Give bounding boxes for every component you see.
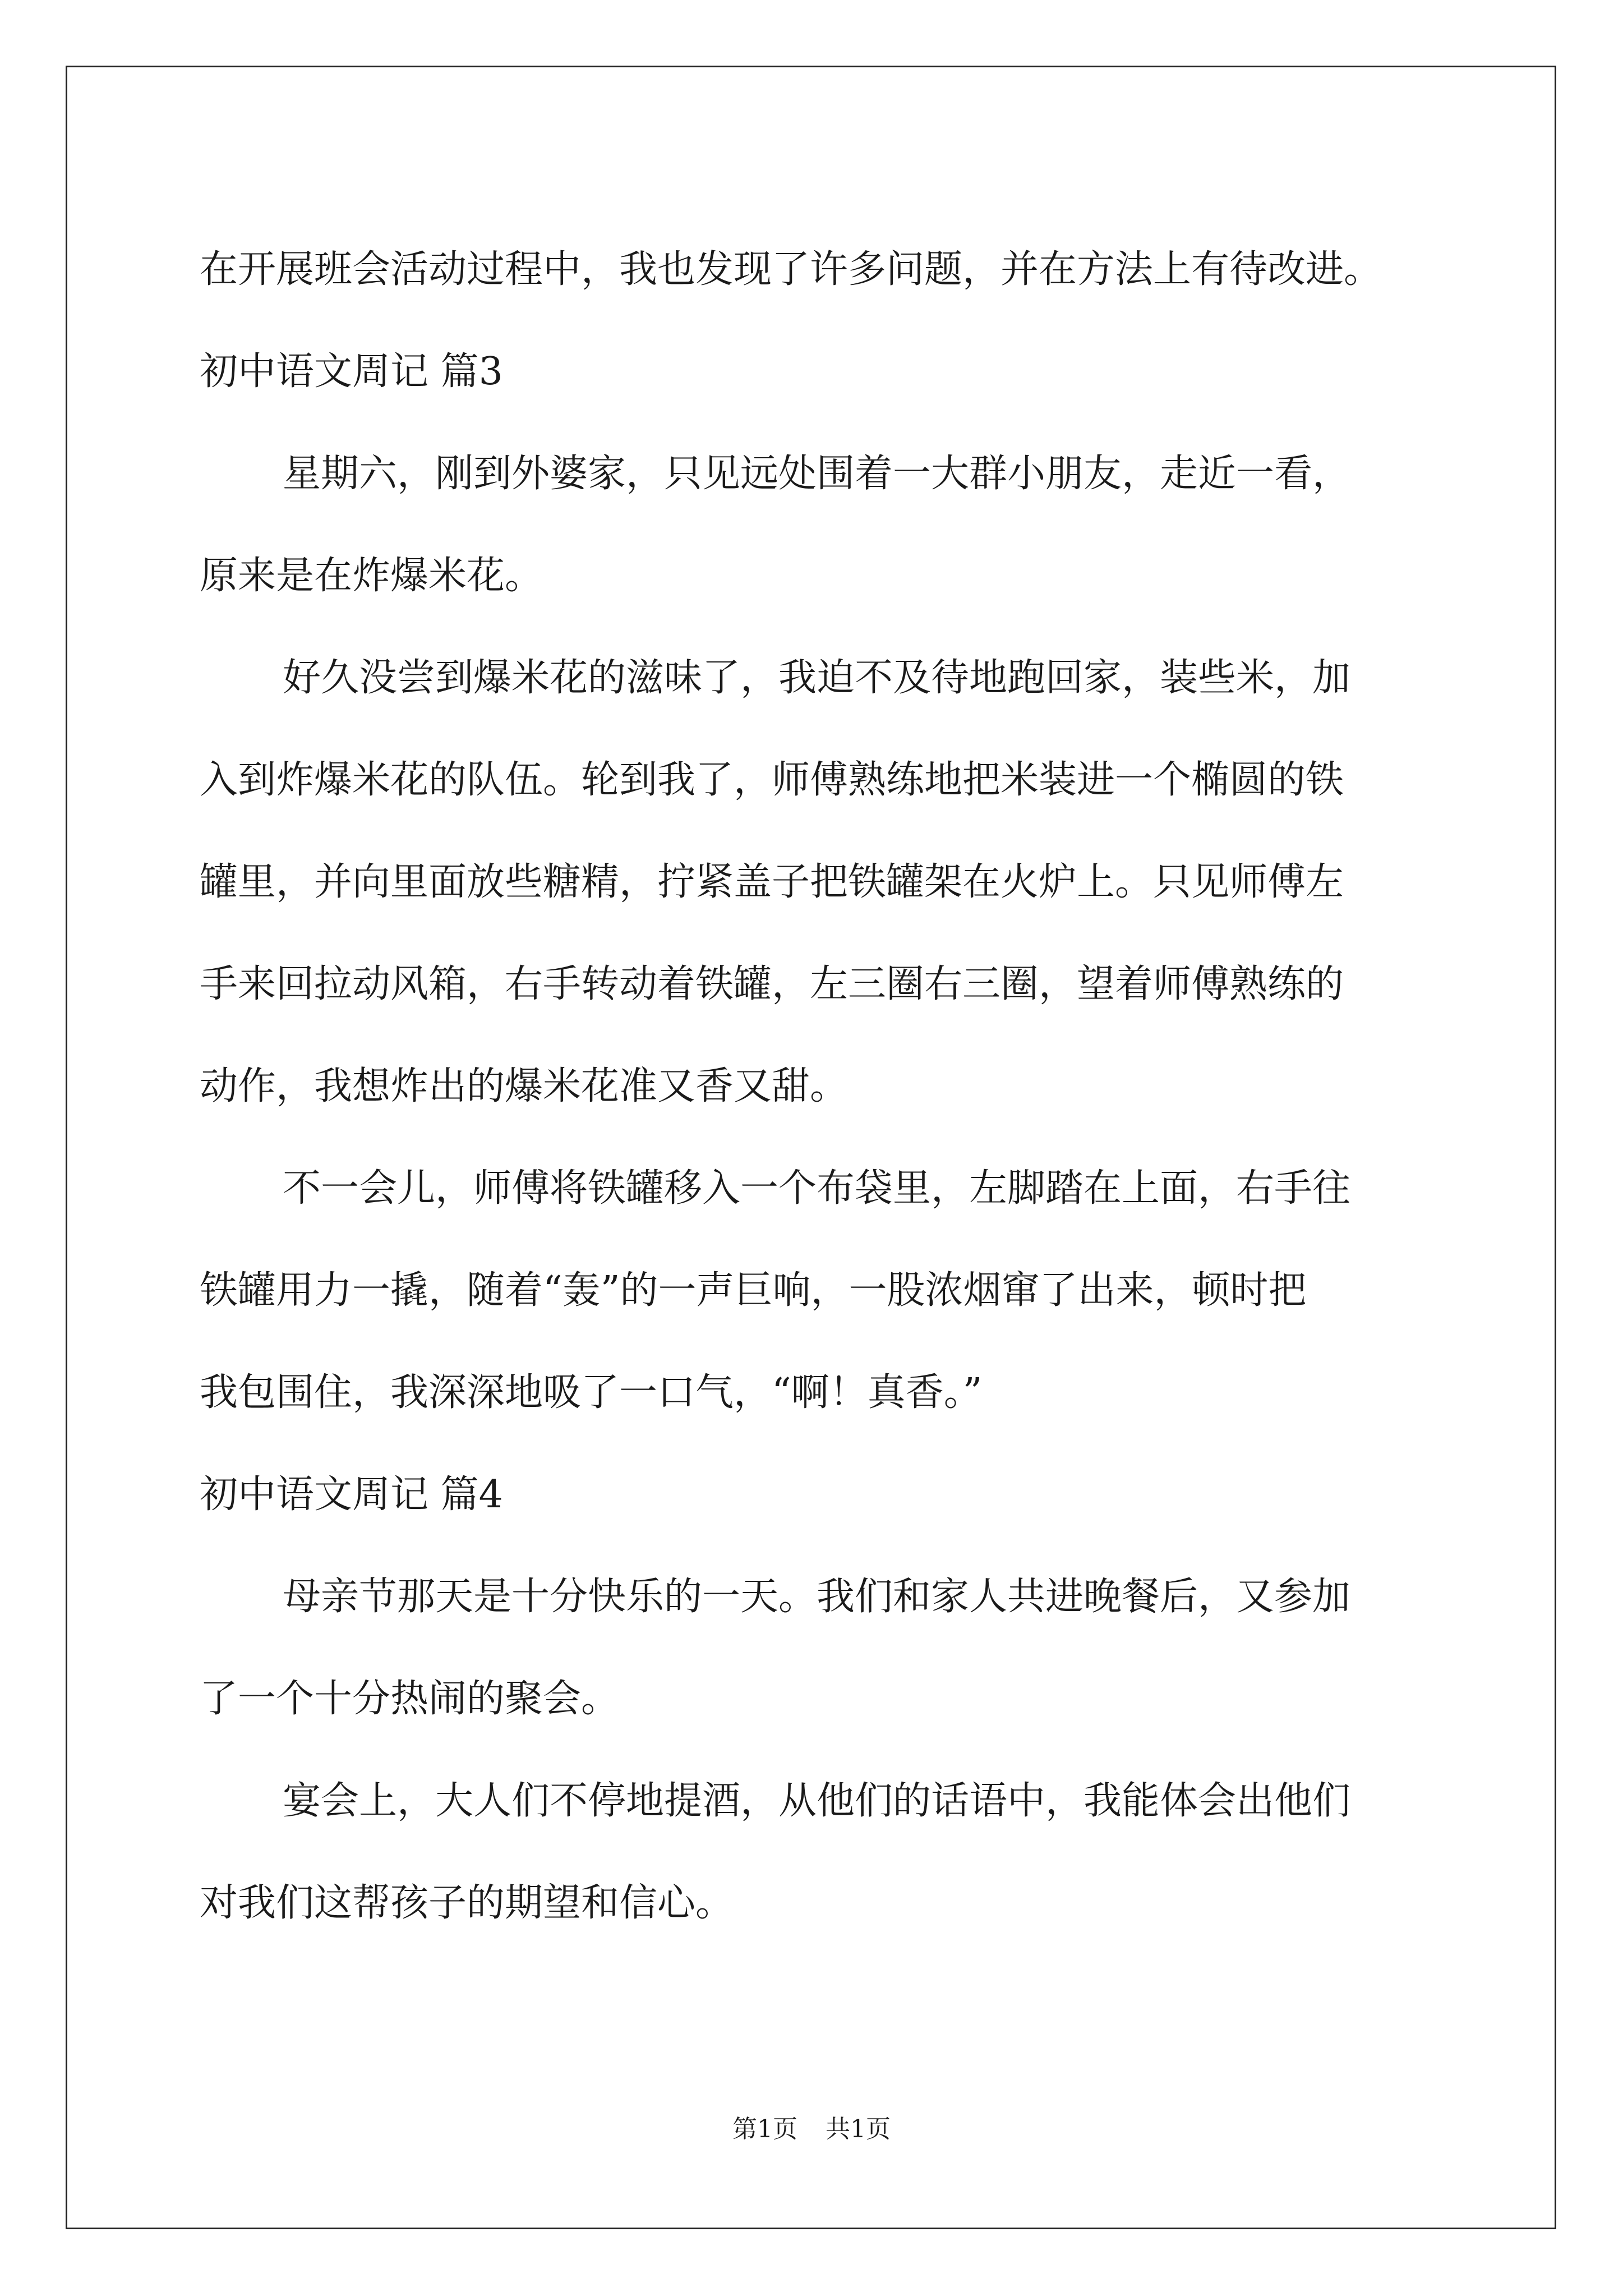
paragraph-line: 入到炸爆米花的队伍。轮到我了，师傅熟练地把米装进一个椭圆的铁 <box>200 758 1344 802</box>
document-body <box>200 219 1428 1954</box>
page-number: 第1页 <box>732 2115 797 2143</box>
section-heading: 初中语文周记 篇4 <box>200 1473 503 1517</box>
paragraph-line: 我包围住，我深深地吸了一口气，“啊！真香。” <box>200 1370 983 1415</box>
paragraph-line: 星期六，刚到外婆家，只见远处围着一大群小朋友，走近一看， <box>283 452 1351 496</box>
paragraph-line: 罐里，并向里面放些糖精，拧紧盖子把铁罐架在火炉上。只见师傅左 <box>200 860 1344 904</box>
paragraph-line: 铁罐用力一撬，随着“轰”的一声巨响，一股浓烟窜了出来，顿时把 <box>200 1268 1307 1313</box>
paragraph-line: 手来回拉动风箱，右手转动着铁罐，左三圈右三圈，望着师傅熟练的 <box>200 962 1344 1006</box>
paragraph-line: 了一个十分热闹的聚会。 <box>200 1677 620 1721</box>
page-footer <box>0 2113 1623 2146</box>
paragraph-line: 动作，我想炸出的爆米花准又香又甜。 <box>200 1064 849 1108</box>
paragraph-line: 原来是在炸爆米花。 <box>200 554 543 598</box>
paragraph-line: 不一会儿，师傅将铁罐移入一个布袋里，左脚踏在上面，右手往 <box>283 1166 1351 1211</box>
paragraph-line: 宴会上，大人们不停地提酒，从他们的话语中，我能体会出他们 <box>283 1779 1351 1823</box>
paragraph-line: 对我们这帮孩子的期望和信心。 <box>200 1881 734 1925</box>
section-heading: 初中语文周记 篇3 <box>200 349 503 394</box>
paragraph-line: 好久没尝到爆米花的滋味了，我迫不及待地跑回家，装些米，加 <box>283 656 1351 700</box>
paragraph-line: 母亲节那天是十分快乐的一天。我们和家人共进晚餐后，又参加 <box>283 1575 1351 1619</box>
page-total: 共1页 <box>826 2115 891 2143</box>
paragraph-line: 在开展班会活动过程中，我也发现了许多问题，并在方法上有待改进。 <box>200 247 1382 292</box>
